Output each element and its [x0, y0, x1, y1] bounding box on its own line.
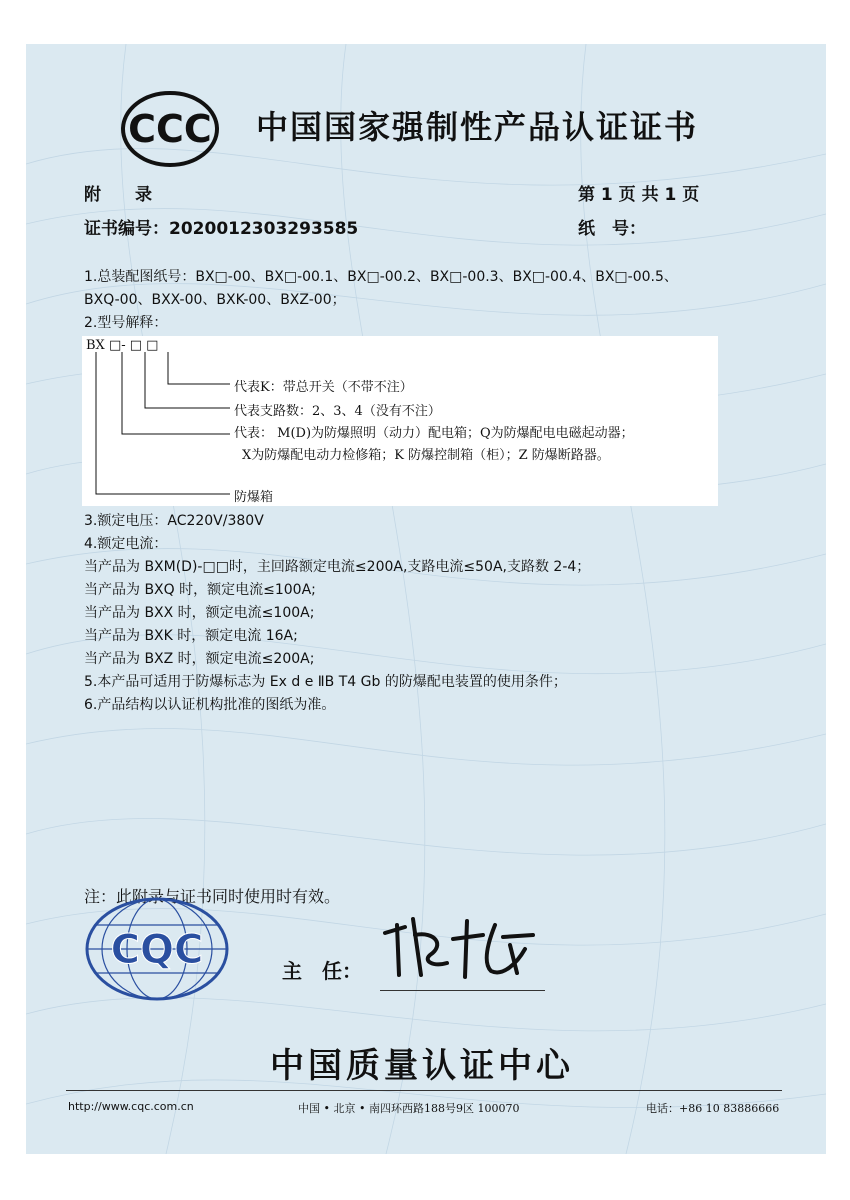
issuing-center-name: 中国质量认证中心 — [270, 1046, 574, 1086]
item-2-label: 2.型号解释： — [84, 315, 168, 331]
desc-type-2: X为防爆配电动力检修箱；K 防爆控制箱（柜）；Z 防爆断路器。 — [242, 448, 610, 463]
item-3: 3.额定电压：AC220V/380V — [84, 513, 264, 529]
director-label: 主 任： — [282, 959, 362, 983]
footer-phone: 电话：+86 10 83886666 — [646, 1102, 780, 1115]
model-diagram-panel — [82, 336, 718, 506]
ccc-logo — [120, 90, 220, 168]
footer-address: 中国 • 北京 • 南四环西路188号9区 100070 — [298, 1102, 520, 1115]
paper-number-label: 纸 号： — [578, 219, 646, 239]
footer-divider — [66, 1090, 782, 1091]
svg-text:CCC: CCC — [128, 107, 212, 151]
item-6: 6.产品结构以认证机构批准的图纸为准。 — [84, 697, 336, 713]
svg-text:CQC: CQC — [110, 927, 204, 973]
appendix-label: 附 录 — [84, 185, 152, 205]
item-4-line-2: 当产品为 BXQ 时，额定电流≤100A; — [84, 582, 316, 598]
item-5: 5.本产品可适用于防爆标志为 Ex d e ⅡB T4 Gb 的防爆配电装置的使用条件； — [84, 674, 567, 690]
desc-k: 代表K：带总开关（不带不注） — [234, 380, 413, 395]
item-4-line-3: 当产品为 BXX 时，额定电流≤100A; — [84, 605, 315, 621]
item-4-line-4: 当产品为 BXK 时，额定电流 16A; — [84, 628, 298, 644]
validity-note: 注：此附录与证书同时使用时有效。 — [84, 887, 341, 906]
desc-branch: 代表支路数：2、3、4（没有不注） — [234, 404, 441, 419]
certificate-title: 中国国家强制性产品认证证书 — [256, 108, 699, 146]
cqc-logo — [82, 895, 232, 1003]
item-4-label: 4.额定电流： — [84, 536, 168, 552]
item-4-line-1: 当产品为 BXM(D)-□□时，主回路额定电流≤200A,支路电流≤50A,支路数 2-4； — [84, 559, 591, 575]
desc-type-1: 代表： M(D)为防爆照明（动力）配电箱；Q为防爆配电电磁起动器； — [234, 426, 634, 441]
item-1-line-1: 1.总装配图纸号：BX□-00、BX□-00.1、BX□-00.2、BX□-00.3、BX□-00.4、BX□-00.5、 — [84, 269, 678, 285]
model-diagram-lines — [82, 336, 718, 506]
item-1-line-2: BXQ-00、BXX-00、BXK-00、BXZ-00； — [84, 292, 346, 308]
signature-line — [380, 990, 545, 991]
footer-url: http://www.cqc.com.cn — [68, 1100, 194, 1113]
model-code: BX □- □ □ — [86, 338, 159, 353]
page-info: 第 1 页 共 1 页 — [578, 185, 700, 205]
director-signature — [375, 905, 545, 985]
desc-box: 防爆箱 — [234, 490, 274, 505]
certificate-number: 证书编号：2020012303293585 — [84, 219, 359, 239]
item-4-line-5: 当产品为 BXZ 时，额定电流≤200A; — [84, 651, 315, 667]
